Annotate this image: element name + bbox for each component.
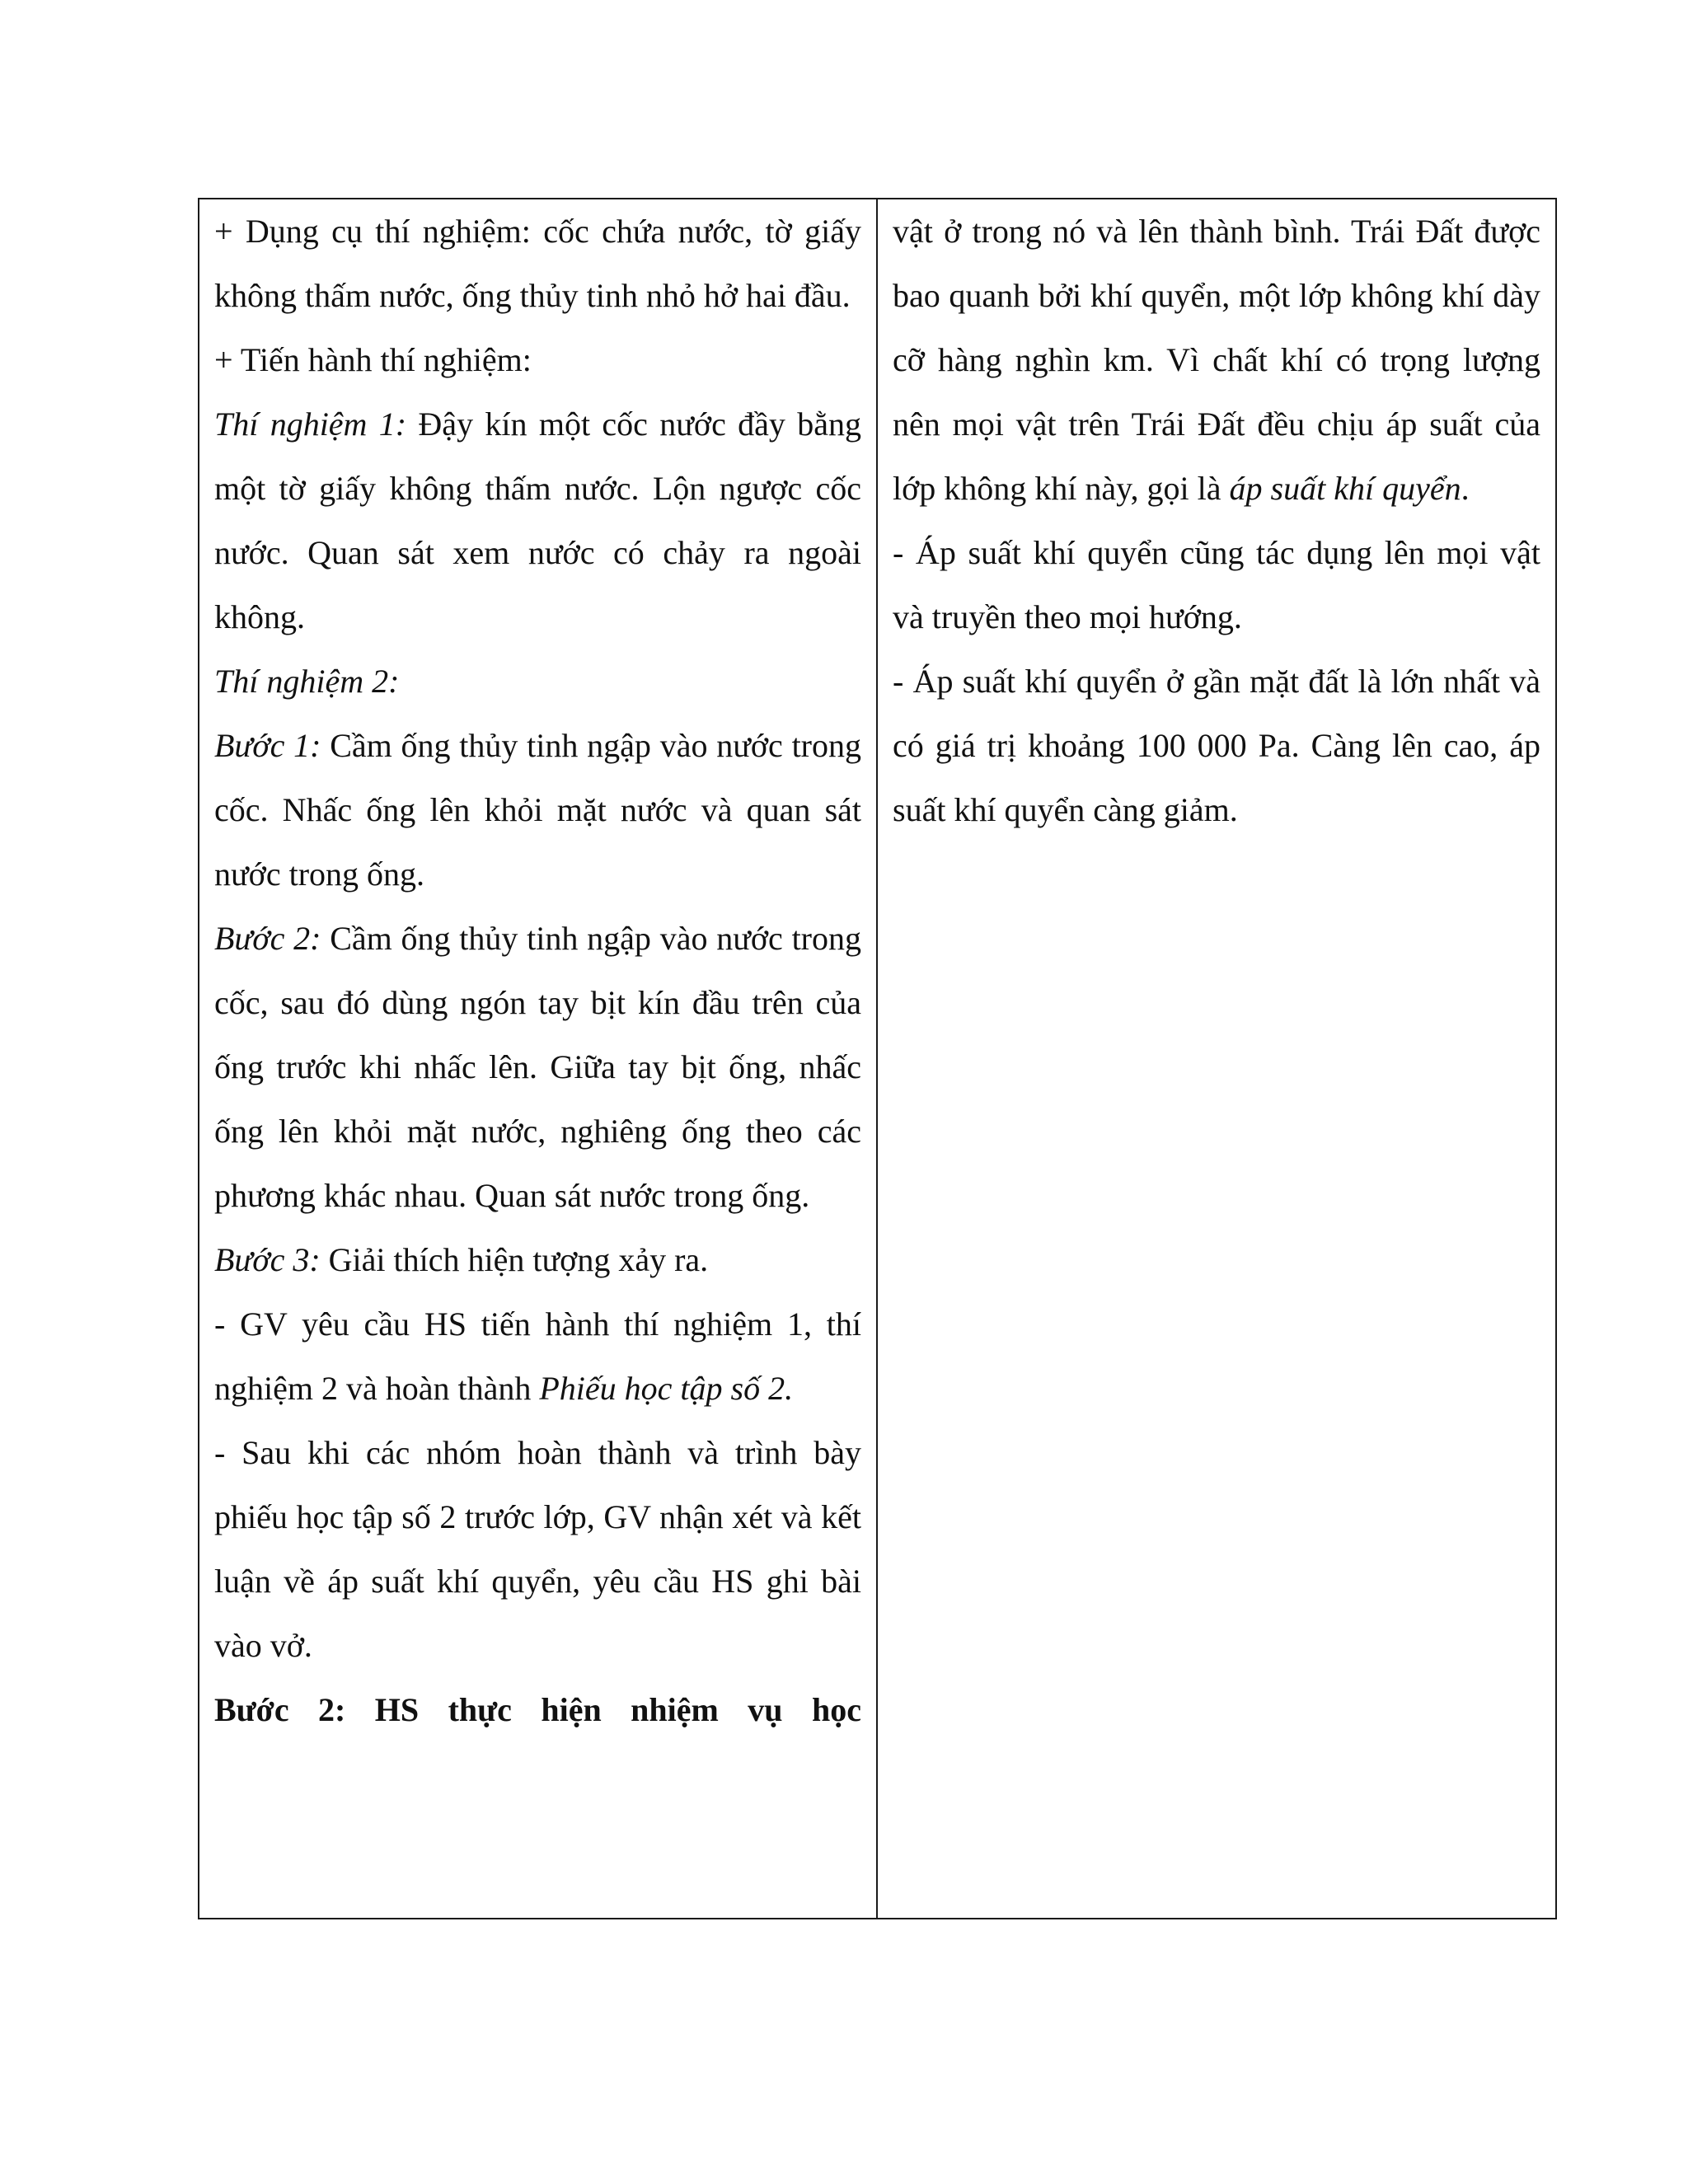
step-heading [214, 1678, 861, 1742]
step-2-text: Cầm ống thủy tinh ngập vào nước trong cốc, sau đó dùng ngón tay bịt kín đầu trên của ống trước khi nhấc lên. Giữa tay bịt ống, nhấc ống lên khỏi mặt nước, nghiêng ống theo các phương khác nhau. Quan sát nước trong ống. [214, 920, 862, 1214]
step-3-label: Bước 3: [214, 1241, 321, 1278]
pressure-direction-text: - Áp suất khí quyển cũng tác dụng lên mọi vật và truyền theo mọi hướng. [893, 534, 1540, 635]
experiment-2-heading [214, 649, 861, 714]
worksheet-reference: Phiếu học tập số 2. [539, 1370, 794, 1407]
equipment-paragraph [214, 199, 861, 328]
equipment-text: + Dụng cụ thí nghiệm: cốc chứa nước, tờ giấy không thấm nước, ống thủy tinh nhỏ hở hai đầu. [214, 213, 861, 314]
step-1-label: Bước 1: [214, 727, 321, 764]
conclusion-paragraph [214, 1421, 861, 1678]
procedure-text: + Tiến hành thí nghiệm: [214, 341, 532, 378]
atmosphere-end: . [1461, 470, 1470, 507]
experiment-2-label: Thí nghiệm 2: [214, 663, 400, 700]
content-column [877, 199, 1556, 1919]
teacher-request-paragraph [214, 1292, 861, 1421]
atmosphere-text: vật ở trong nó và lên thành bình. Trái Đất được bao quanh bởi khí quyển, một lớp không khí dày cỡ hàng nghìn km. Vì chất khí có trọng lượng nên mọi vật trên Trái Đất đều chịu áp suất của lớp không khí này, gọi là [893, 213, 1540, 507]
step-1-text: Cầm ống thủy tinh ngập vào nước trong cốc. Nhấc ống lên khỏi mặt nước và quan sát nước trong ống. [214, 727, 862, 893]
teacher-request-text: - GV yêu cầu HS tiến hành thí nghiệm 1, thí nghiệm 2 và hoàn thành [214, 1305, 861, 1407]
experiment-1-label: Thí nghiệm 1: [214, 405, 407, 443]
pressure-direction-paragraph [893, 521, 1540, 649]
experiment-1-text: Đậy kín một cốc nước đầy bằng một tờ giấy không thấm nước. Lộn ngược cốc nước. Quan sát xem nước có chảy ra ngoài không. [214, 405, 861, 635]
activity-column [199, 199, 877, 1919]
step-1-paragraph [214, 714, 861, 907]
pressure-value-paragraph [893, 649, 1540, 842]
pressure-value-text: - Áp suất khí quyển ở gần mặt đất là lớn nhất và có giá trị khoảng 100 000 Pa. Càng lên cao, áp suất khí quyển càng giảm. [893, 663, 1540, 828]
step-3-text: Giải thích hiện tượng xảy ra. [320, 1241, 709, 1278]
table-row [199, 199, 1556, 1919]
step-2-paragraph [214, 907, 861, 1228]
step-3-paragraph [214, 1228, 861, 1292]
atmospheric-pressure-term: áp suất khí quyển [1229, 470, 1461, 507]
step-2-label: Bước 2: [214, 920, 321, 957]
step-heading-text: Bước 2: HS thực hiện nhiệm vụ học [214, 1691, 861, 1728]
conclusion-text: - Sau khi các nhóm hoàn thành và trình bày phiếu học tập số 2 trước lớp, GV nhận xét và kết luận về áp suất khí quyển, yêu cầu HS ghi bài vào vở. [214, 1434, 861, 1664]
lesson-table [198, 198, 1557, 1919]
atmosphere-paragraph [893, 199, 1540, 521]
procedure-heading [214, 328, 861, 392]
experiment-1-paragraph [214, 392, 861, 649]
